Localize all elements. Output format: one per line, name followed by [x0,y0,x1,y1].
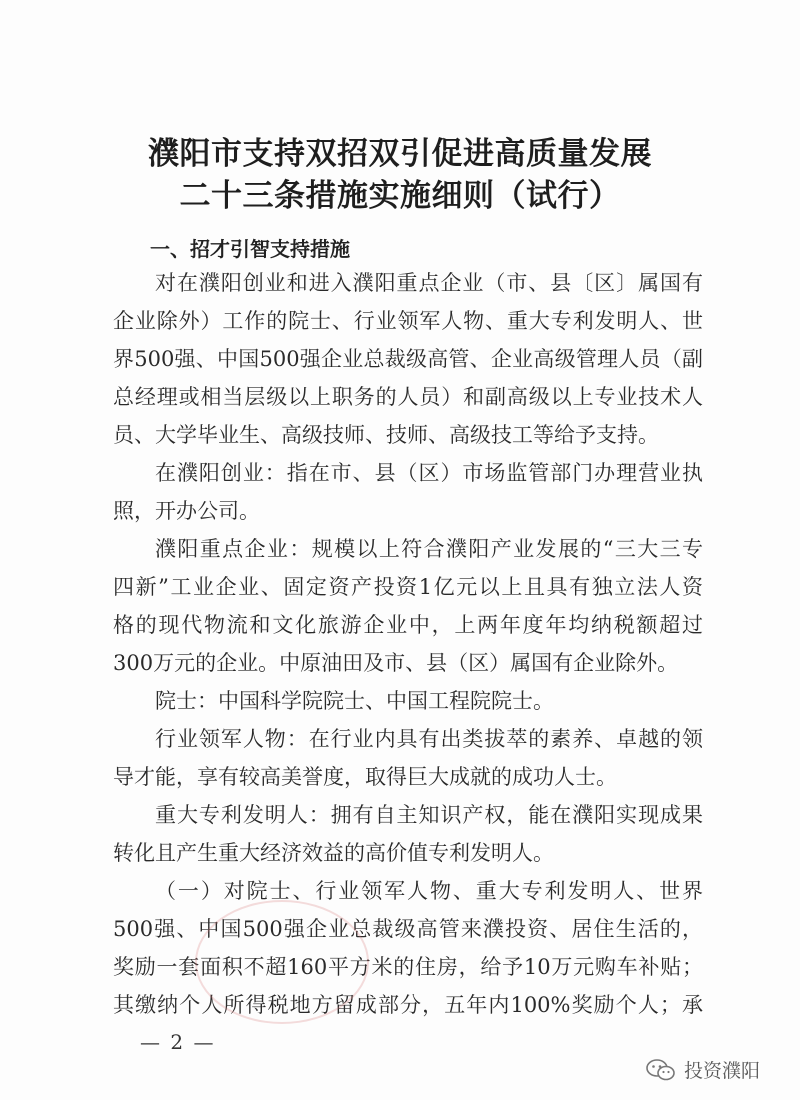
text-line: 院士：中国科学院院士、中国工程院院士。 [155,689,554,713]
text-line: 500强、中国500强企业总裁级高管来濮投资、居住生活的， [113,917,703,941]
text-line: 行业领军人物：在行业内具有出类拔萃的素养、卓越的领 [155,727,703,751]
text-line: 界500强、中国500强企业总裁级高管、企业高级管理人员（副 [113,347,703,371]
text-line: 照，开办公司。 [113,499,260,523]
text-line: 总经理或相当层级以上职务的人员）和副高级以上专业技术人 [113,385,703,409]
text-line: 四新”工业企业、固定资产投资1亿元以上且具有独立法人资 [113,575,703,599]
text-line: 导才能，享有较高美誉度，取得巨大成就的成功人士。 [113,765,617,789]
watermark-label: 投资濮阳 [683,1060,760,1082]
page-number: — 2 — [140,1030,216,1054]
text-line: 格的现代物流和文化旅游企业中，上两年度年均纳税额超过 [113,613,703,637]
wechat-icon [646,1058,676,1082]
text-line: 对在濮阳创业和进入濮阳重点企业（市、县〔区〕属国有 [155,271,703,295]
text-line: 奖励一套面积不超160平方米的住房，给予10万元购车补贴； [113,955,703,979]
document-title-line-2: 二十三条措施实施细则（试行） [179,178,621,214]
text-line: 300万元的企业。中原油田及市、县（区）属国有企业除外。 [113,651,679,675]
section-heading: 一、招才引智支持措施 [150,237,350,261]
text-line: 员、大学毕业生、高级技师、技师、高级技工等给予支持。 [113,423,659,447]
text-line: 重大专利发明人：拥有自主知识产权，能在濮阳实现成果 [155,803,703,827]
text-line: 转化且产生重大经济效益的高价值专利发明人。 [113,841,554,865]
text-line: 濮阳重点企业：规模以上符合濮阳产业发展的“三大三专 [155,537,703,561]
text-line: 在濮阳创业：指在市、县（区）市场监管部门办理营业执 [155,461,703,485]
text-line: （一）对院士、行业领军人物、重大专利发明人、世界 [155,879,703,903]
watermark [646,1056,760,1083]
text-line: 其缴纳个人所得税地方留成部分，五年内100%奖励个人；承 [113,993,703,1017]
document-title-line-1: 濮阳市支持双招双引促进高质量发展 [148,136,652,172]
text-line: 企业除外）工作的院士、行业领军人物、重大专利发明人、世 [113,309,703,333]
